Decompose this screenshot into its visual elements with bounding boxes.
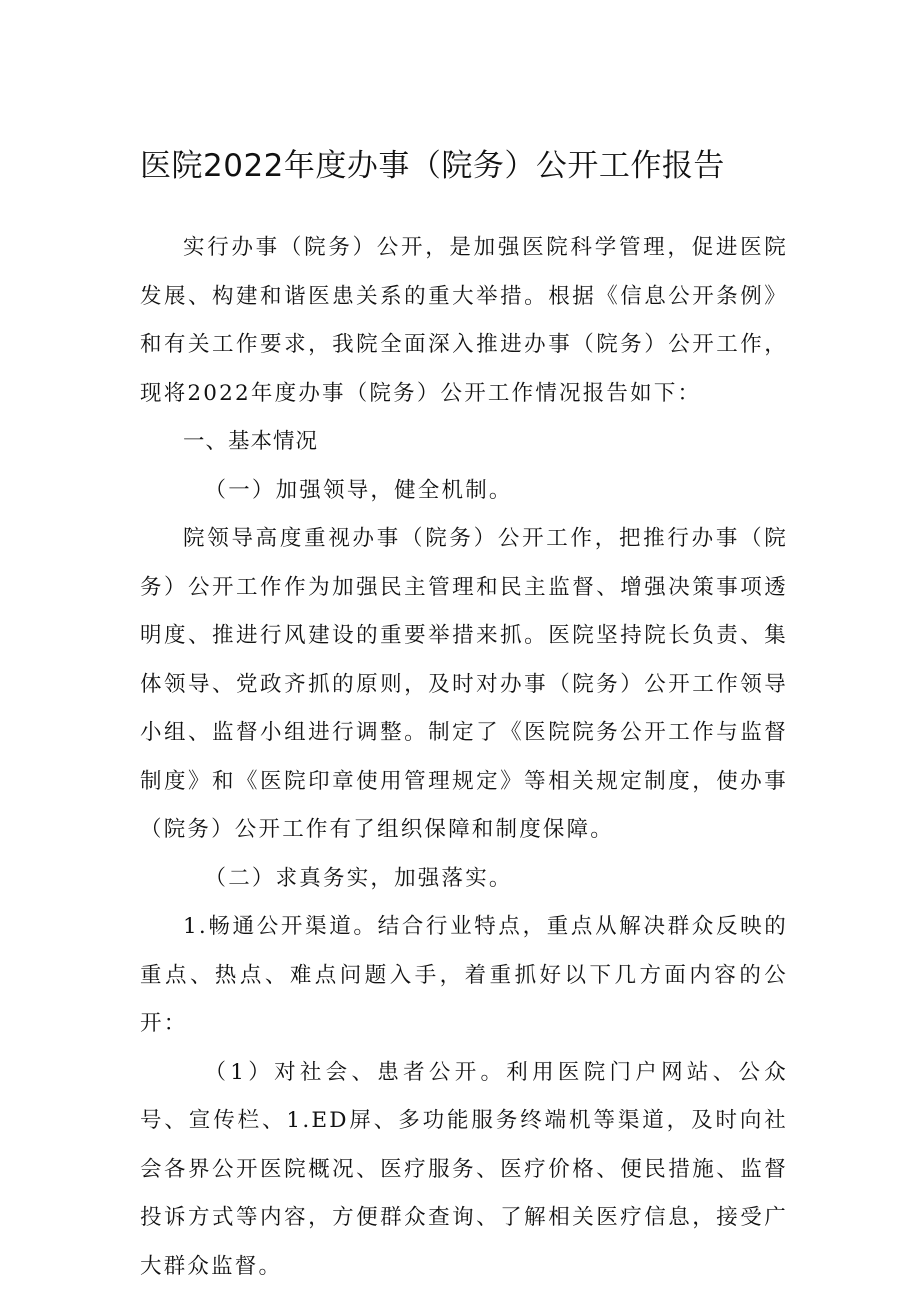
leadership-paragraph: 院领导高度重视办事（院务）公开工作，把推行办事（院务）公开工作作为加强民主管理和民主监督、增强决策事项透明度、推进行风建设的重要举措来抓。医院坚持院长负责、集体领导、党政齐抓的原则，及时对办事（院务）公开工作领导小组、监督小组进行调整。制定了《医院院务公开工作与监督制度》和《医院印章使用管理规定》等相关规定制度，使办事（院务）公开工作有了组织保障和制度保障。 bbox=[140, 526, 788, 842]
public-disclosure-paragraph: （1）对社会、患者公开。利用医院门户网站、公众号、宣传栏、1.ED屏、多功能服务终端机等渠道，及时向社会各界公开医院概况、医疗服务、医疗价格、便民措施、监督投诉方式等内容，方便群众查询、了解相关医疗信息，接受广大群众监督。 bbox=[140, 1059, 788, 1279]
subsection-heading-implementation: （二）求真务实，加强落实。 bbox=[204, 865, 513, 891]
document-title: 医院2022年度办事（院务）公开工作报告 bbox=[140, 148, 725, 184]
document-body bbox=[140, 224, 788, 1291]
subsection-heading-leadership: （一）加强领导，健全机制。 bbox=[204, 477, 513, 503]
channels-paragraph: 1.畅通公开渠道。结合行业特点，重点从解决群众反映的重点、热点、难点问题入手，着重抓好以下几方面内容的公开： bbox=[140, 914, 788, 1036]
section-heading-basic-situation: 一、基本情况 bbox=[183, 429, 319, 454]
intro-paragraph: 实行办事（院务）公开，是加强医院科学管理，促进医院发展、构建和谐医患关系的重大举措。根据《信息公开条例》和有关工作要求，我院全面深入推进办事（院务）公开工作，现将2022年度办事（院务）公开工作情况报告如下： bbox=[140, 235, 788, 406]
